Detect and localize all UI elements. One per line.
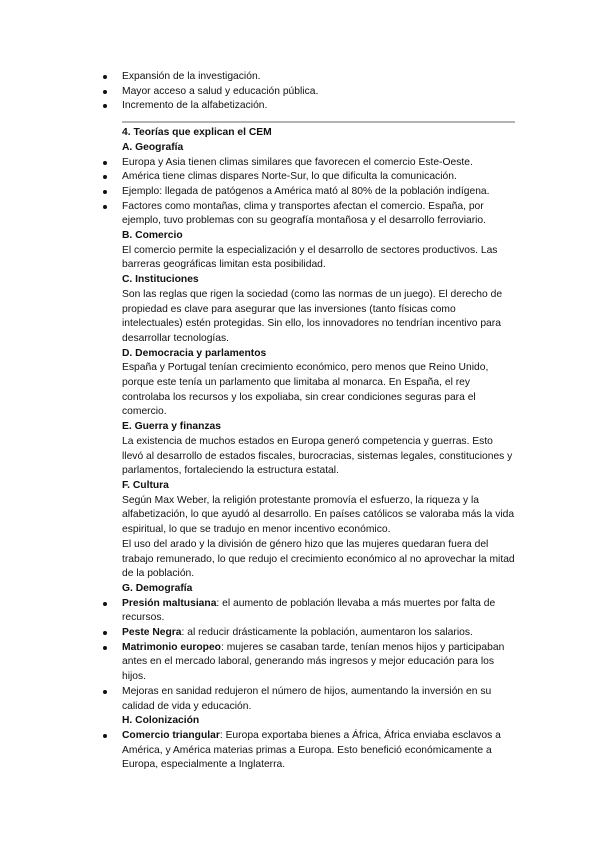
list-item: Expansión de la investigación. [103, 70, 515, 85]
bullet-icon [103, 602, 107, 606]
list-item: Peste Negra: al reducir drásticamente la población, aumentaron los salarios. [103, 626, 515, 641]
heading-colonizacion: H. Colonización [122, 715, 200, 727]
paragraph-democracia: España y Portugal tenían crecimiento económico, pero menos que Reino Unido, porque este tenía un parlamento que limitaba al monarca. En España, el rey controlaba los recursos y los expoliaba, sin crear condiciones seguras para el comercio. [122, 362, 489, 418]
heading-comercio: B. Comercio [122, 230, 183, 242]
geografia-bullet-list [103, 156, 515, 230]
bullet-icon [103, 734, 107, 738]
heading-geografia: A. Geografía [122, 141, 184, 153]
list-item: Factores como montañas, clima y transportes afectan el comercio. España, por ejemplo, tuvo problemas con su geografía montañosa y el desarrollo ferroviario. [103, 200, 515, 229]
heading-democracia: D. Democracia y parlamentos [122, 347, 267, 359]
list-item: América tiene climas dispares Norte-Sur, lo que dificulta la comunicación. [103, 170, 515, 185]
list-item: Presión maltusiana: el aumento de población llevaba a más muertes por falta de recursos. [103, 597, 515, 626]
horizontal-divider [122, 121, 515, 123]
paragraph-cultura-2: El uso del arado y la división de género hizo que las mujeres quedaran fuera del trabajo remunerado, lo que redujo el crecimiento económico al no aprovechar la mitad de la población. [122, 538, 515, 580]
list-item: Europa y Asia tienen climas similares que favorecen el comercio Este-Oeste. [103, 156, 515, 171]
bullet-icon [103, 631, 107, 635]
list-item: Mayor acceso a salud y educación pública. [103, 85, 515, 100]
heading-cultura: F. Cultura [122, 479, 169, 491]
bullet-icon [103, 690, 107, 694]
document-content [103, 70, 515, 773]
paragraph-guerra: La existencia de muchos estados en Europa generó competencia y guerras. Esto llevó al desarrollo de estados fiscales, burocracias, sistemas legales, constituciones y parlamentos, fortaleciendo la estructura estatal. [122, 435, 513, 477]
bullet-icon [103, 161, 107, 165]
list-item: Ejemplo: llegada de patógenos a América mató al 80% de la población indígena. [103, 185, 515, 200]
bullet-icon [103, 104, 107, 108]
section-title: 4. Teorías que explican el CEM [122, 127, 272, 139]
bullet-icon [103, 90, 107, 94]
paragraph-comercio: El comercio permite la especialización y el desarrollo de sectores productivos. Las barreras geográficas limitan esta posibilidad. [122, 244, 498, 271]
list-item: Incremento de la alfabetización. [103, 99, 515, 114]
heading-guerra: E. Guerra y finanzas [122, 421, 222, 433]
bullet-icon [103, 190, 107, 194]
paragraph-instituciones: Son las reglas que rigen la sociedad (como las normas de un juego). El derecho de propiedad es clave para asegurar que las inversiones (tanto físicas como intelectuales) estén protegidas. Sin ello, los innovadores no tendrían incentivo para desarrollar tecnologías. [122, 288, 503, 344]
heading-instituciones: C. Instituciones [122, 274, 199, 286]
list-item: Matrimonio europeo: mujeres se casaban tarde, tenían menos hijos y participaban antes en el mercado laboral, generando más ingresos y mejor educación para los hijos. [103, 641, 515, 685]
top-bullet-list [103, 70, 515, 114]
bullet-icon [103, 205, 107, 209]
demografia-bullet-list [103, 597, 515, 715]
list-item: Comercio triangular: Europa exportaba bienes a África, África enviaba esclavos a América, y América materias primas a Europa. Esto benefició económicamente a Europa, especialmente a Inglaterra. [103, 729, 515, 773]
bullet-icon [103, 646, 107, 650]
bullet-icon [103, 75, 107, 79]
paragraph-cultura-1: Según Max Weber, la religión protestante promovía el esfuerzo, la riqueza y la alfabetización, lo que ayudó al desarrollo. En países católicos se valoraba más la vida espiritual, lo que se tradujo en menor incentivo económico. [122, 494, 515, 536]
heading-demografia: G. Demografía [122, 582, 193, 594]
list-item: Mejoras en sanidad redujeron el número de hijos, aumentando la inversión en su calidad de vida y educación. [103, 685, 515, 714]
colonizacion-bullet-list [103, 729, 515, 773]
bullet-icon [103, 175, 107, 179]
